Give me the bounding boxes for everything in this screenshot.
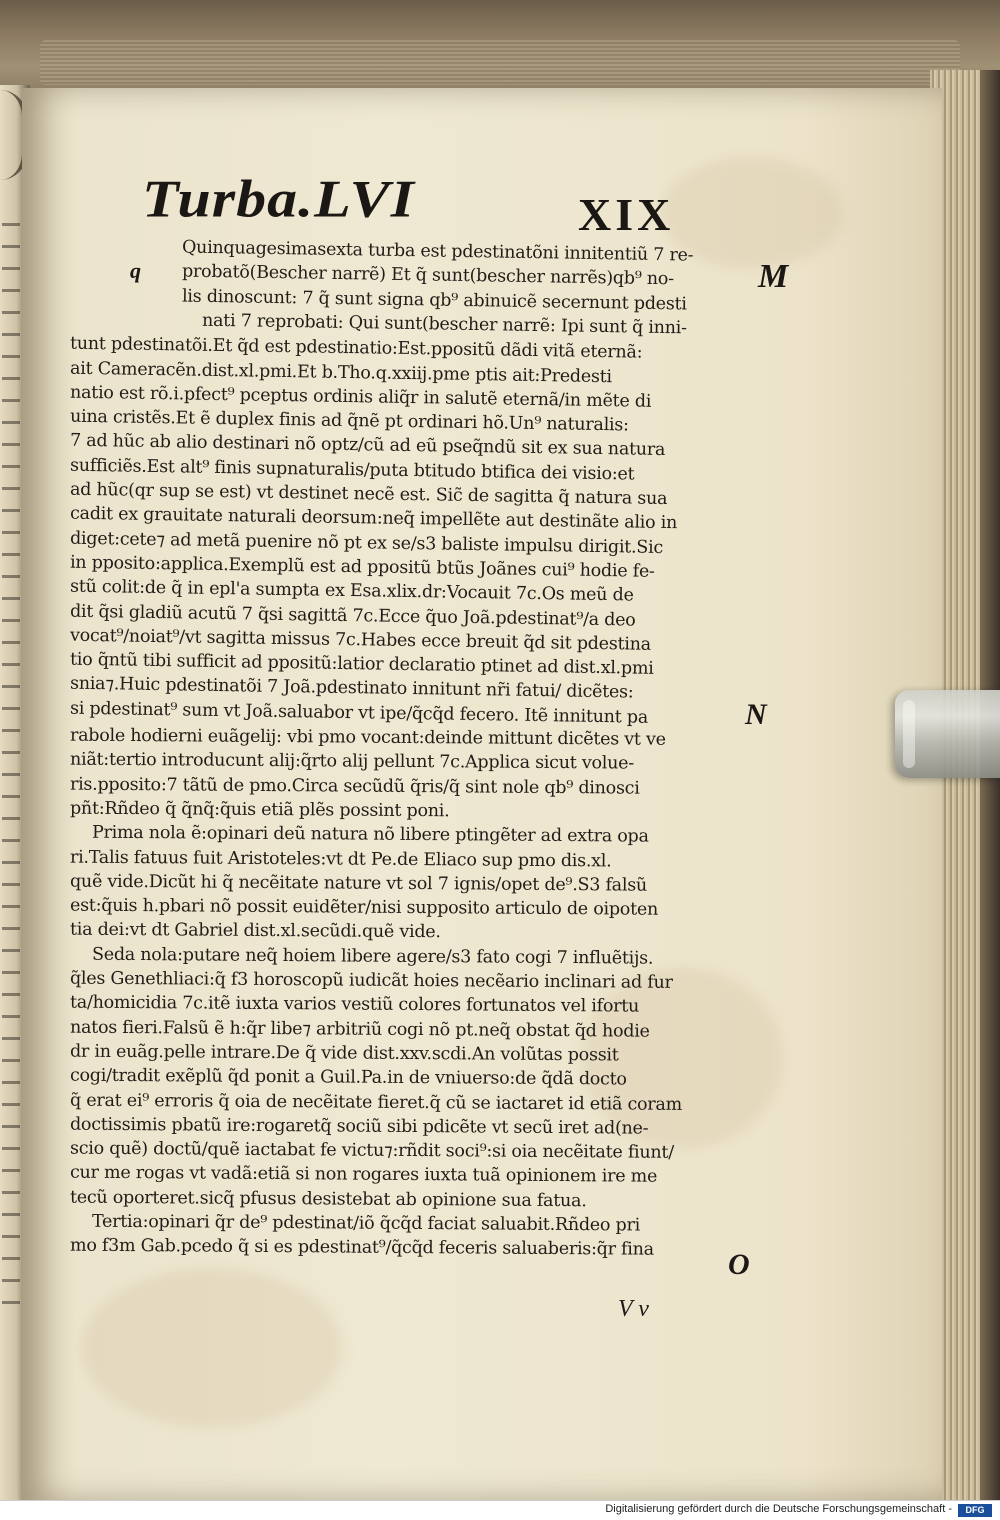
text-line: 7 ad hũc ab alio destinari nõ optz/cũ ad eũ pseq̃ndũ sit ex sua natura — [69, 431, 666, 461]
text-line: ta/homicidia 7c.itẽ iuxta varios vestiũ colores fortunatos vel ifortu — [69, 992, 640, 1017]
text-line: ait Cameracẽn.dist.xl.pmi.Et b.Tho.q.xxiij.pme ptis ait:Predesti — [69, 358, 612, 387]
text-line: tia dei:vt dt Gabriel dist.xl.secũdi.quẽ vide. — [69, 920, 441, 943]
text-line: mo f3m Gab.pcedo q̃ si es pdestinat⁹/q̃cq̃d feceris saluaberis:q̃r fina — [69, 1235, 654, 1260]
text-line: cadit ex grauitate naturali deorsum:neq̃ impellẽte aut destinãte alio in — [69, 503, 678, 534]
text-line: vocat⁹/noiat⁹/vt sagitta missus 7c.Habes ecce breuit q̃d sit pdestina — [69, 625, 652, 655]
text-line: pñt:Rñdeo q̃ q̃nq̃:q̃uis etiã plẽs possint poni. — [69, 798, 450, 822]
text-line: dit q̃si gladiũ acutũ 7 q̃si sagittã 7c.Ecce q̃uo Joã.pdestinat⁹/a deo — [69, 601, 636, 631]
text-line: ris.pposito:7 tãtũ de pmo.Circa secũdũ q̃ris/q̃ sint nole qb⁹ dinosci — [69, 774, 640, 799]
funding-credit: Digitalisierung gefördert durch die Deutsche Forschungsgemeinschaft - — [605, 1503, 952, 1515]
margin-note-n: N — [745, 698, 767, 731]
text-line: nati 7 reprobati: Qui sunt(bescher narrẽ: Ipi sunt q̃ inni- — [201, 310, 687, 339]
text-line: cur me rogas vt vadã:etiã si non rogares iuxta tuã opinionem ire me — [69, 1163, 658, 1188]
footer-bar — [0, 1500, 1000, 1520]
text-line: Prima nola ẽ:opinari deũ natura nõ libere ptingẽter ad extra opa — [91, 822, 649, 847]
text-line: probatõ(Bescher narrẽ) Et q̃ sunt(bescher narrẽs)qb⁹ no- — [181, 261, 674, 290]
text-line: ad hũc(qr sup se est) vt destinet necẽ est. Sic̃ de sagitta q̃ natura sua — [69, 479, 668, 510]
book-top-edge — [0, 0, 1000, 95]
text-line: diget:cete⁊ ad metã puenire nõ pt ex se/s3 baliste impulsu dirigit.Sic — [69, 528, 664, 558]
text-line: Quinquagesimasexta turba est pdestinatõni innitentiũ 7 re- — [181, 237, 694, 266]
running-head: Turba.LVI — [142, 170, 415, 229]
margin-note-q: q — [130, 258, 141, 283]
text-line: lis dinoscunt: 7 q̃ sunt signa qb⁹ abinuicẽ secernunt pdesti — [181, 286, 687, 315]
text-line: q̃ erat ei⁹ erroris q̃ oia de necẽitate fieret.q̃ cũ se iactaret id etiã coram — [69, 1090, 683, 1115]
margin-note-m: M — [758, 258, 789, 295]
page-clip — [895, 690, 1000, 778]
text-line: stũ colit:de q̃ in epl'a sumpta ex Esa.xlix.dr:Vocauit 7c.Os meũ de — [69, 576, 634, 606]
text-line: si pdestinat⁹ sum vt Joã.saluabor vt ipe/q̃cq̃d fecero. Itẽ innitunt pa — [69, 698, 649, 728]
signature-mark: V v — [618, 1296, 649, 1322]
text-line: scio quẽ) doctũ/quẽ iactabat fe victu⁊:rñdit soci⁹:si oia necẽitate fiunt/ — [69, 1138, 674, 1163]
text-line: est:q̃uis h.pbari nõ possit euidẽter/nisi supposito articulo de oipoten — [69, 895, 659, 920]
text-line: sufficiẽs.Est alt⁹ finis supnaturalis/puta btitudo btifica dei visio:et — [69, 455, 635, 485]
text-line: natio est rõ.i.pfect⁹ pceptus ordinis aliq̃r in salutẽ eternã/in mẽte di — [69, 382, 652, 412]
text-line: snia⁊.Huic pdestinatõi 7 Joã.pdestinato innitunt nr̃i fatui/ dicẽtes: — [69, 674, 634, 703]
facing-page-text — [2, 215, 20, 1315]
text-line: natos fieri.Falsũ ẽ h:q̃r libe⁊ arbitriũ cogi nõ pt.neq̃ obstat q̃d hodie — [69, 1017, 650, 1042]
text-line: cogi/tradit exẽplũ q̃d ponit a Guil.Pa.in de vniuerso:de q̃dã docto — [69, 1065, 627, 1090]
text-line: Tertia:opinari q̃r de⁹ pdestinat/iõ q̃cq̃d faciat saluabit.Rñdeo pri — [91, 1211, 641, 1236]
text-line: uina cristẽs.Et ẽ duplex finis ad q̃nẽ pt ordinari hõ.Un⁹ naturalis: — [69, 406, 629, 436]
text-line: doctissimis pbatũ ire:rogaretq̃ sociũ sibi pdicẽte vt secũ iret ad(ne- — [69, 1114, 649, 1139]
dfg-logo: DFG — [958, 1504, 992, 1517]
text-line: q̃les Genethliaci:q̃ f3 horoscopũ iudicãt hoies necẽario inclinari ad fur — [69, 968, 673, 993]
text-line: ri.Talis fatuus fuit Aristoteles:vt dt Pe.de Eliaco sup pmo dis.xl. — [69, 847, 612, 871]
text-line: in pposito:applica.Exemplũ est ad ppositũ btũs Joãnes cui⁹ hodie fe- — [69, 552, 655, 582]
text-line: quẽ vide.Dicũt hi q̃ necẽitate nature vt sol 7 ignis/opet de⁹.S3 falsũ — [69, 871, 648, 896]
text-line: rabole hodierni euãgelij: vbi pmo vocant:deinde mittunt dicẽtes vt ve — [69, 725, 666, 750]
text-line: Seda nola:putare neq̃ hoiem libere agere/s3 fato cogi 7 influẽtijs. — [91, 944, 654, 969]
text-line: tunt pdestinatõi.Et q̃d est pdestinatio:Est.ppositũ dãdi vitã eternã: — [69, 333, 643, 363]
text-line: dr in euãg.pelle intrare.De q̃ vide dist.xxv.scdi.An volũtas possit — [69, 1041, 619, 1066]
text-line: tio q̃ntũ tibi sufficit ad ppositũ:latior declaratio ptinet ad dist.xl.pmi — [69, 649, 654, 679]
text-line: tecũ oporteret.sicq̃ pfusus desistebat ab opinione sua fatua. — [69, 1187, 587, 1211]
margin-note-o: O — [728, 1248, 750, 1281]
text-line: niãt:tertio introducunt alij:q̃rto alij pellunt 7c.Applica sicut volue- — [69, 749, 634, 774]
folio-number: XIX — [578, 189, 675, 240]
